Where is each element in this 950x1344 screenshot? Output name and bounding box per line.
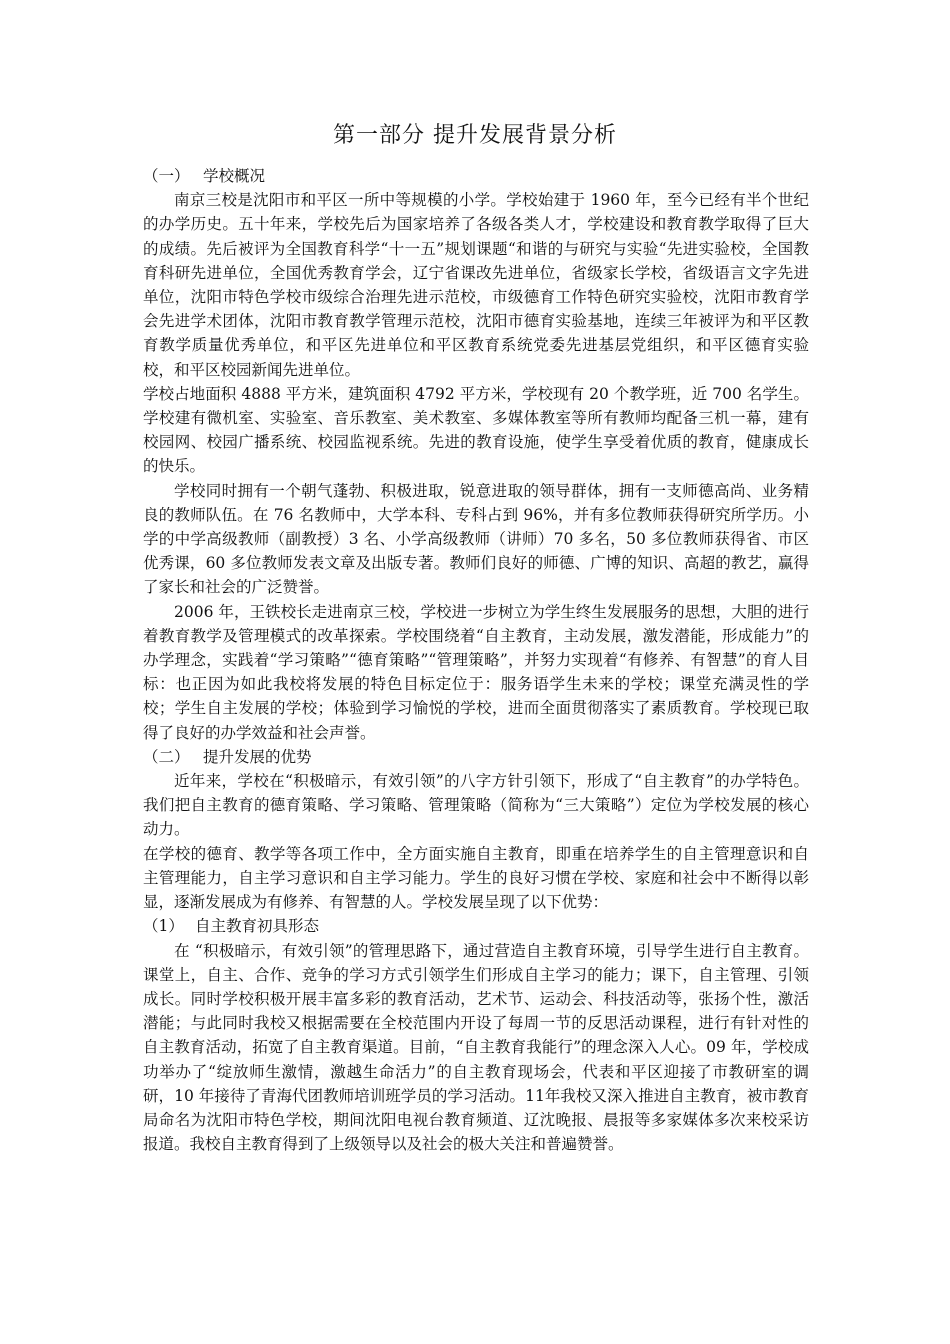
section-heading-1 [143, 164, 809, 188]
paragraph: 学校同时拥有一个朝气蓬勃、积极进取，锐意进取的领导群体，拥有一支师德高尚、业务精良的教师队伍。在 76 名教师中，大学本科、专科占到 96%，并有多位教师获得研究所学历。小学的中学高级教师（副教授）3 名、小学高级教师（讲师）70 多名，50 多位教师获得省、市区优秀课，60 多位教师发表文章及出版专著。教师们良好的师德、广博的知识、高超的教艺，赢得了家长和社会的广泛赞誉。 [143, 481, 809, 597]
section-number: （一） [143, 167, 190, 185]
subsection-number: （1） [143, 917, 184, 936]
paragraph: 2006 年，王铁校长走进南京三校，学校进一步树立为学生终生发展服务的思想，大胆的进行着教育教学及管理模式的改革探索。学校围绕着“自主教育，主动发展，激发潜能，形成能力”的办学理念，实践着“学习策略”“德育策略”“管理策略”，并努力实现着“有修养、有智慧”的育人目标：也正因为如此我校将发展的特色目标定位于：服务语学生未来的学校；课堂充满灵性的学校；学生自主发展的学校；体验到学习愉悦的学校，进而全面贯彻落实了素质教育。学校现已取得了良好的办学效益和社会声誉。 [143, 602, 809, 742]
paragraph: 学校占地面积 4888 平方米，建筑面积 4792 平方米，学校现有 20 个教学班，近 700 名学生。学校建有微机室、实验室、音乐教室、美术教室、多媒体教室等所有教师均配备三机一幕，建有校园网、校园广播系统、校园监视系统。先进的教育设施，使学生享受着优质的教育，健康成长的快乐。 [143, 384, 809, 476]
paragraph: 在 “积极暗示，有效引领”的管理思路下，通过营造自主教育环境，引导学生进行自主教育。课堂上，自主、合作、竞争的学习方式引领学生们形成自主学习的能力；课下，自主管理、引领成长。同时学校积极开展丰富多彩的教育活动，艺术节、运动会、科技活动等，张扬个性，激活潜能；与此同时我校又根据需要在全校范围内开设了每周一节的反思活动课程，进行有针对性的自主教育活动，拓宽了自主教育渠道。目前，“自主教育我能行”的理念深入人心。09 年，学校成功举办了“绽放师生激情，激越生命活力”的自主教育现场会，代表和平区迎接了市教研室的调研，10 年接待了青海代团教师培训班学员的学习活动。11年我校又深入推进自主教育，被市教育局命名为沈阳市特色学校，期间沈阳电视台教育频道、辽沈晚报、晨报等多家媒体多次来校采访报道。我校自主教育得到了上级领导以及社会的极大关注和普遍赞誉。 [143, 941, 809, 1154]
paragraph: 近年来，学校在“积极暗示，有效引领”的八字方针引领下，形成了“自主教育”的办学特色。我们把自主教育的德育策略、学习策略、管理策略（简称为“三大策略”）定位为学校发展的核心动力。 [143, 772, 809, 839]
section-title: 提升发展的优势 [203, 747, 312, 766]
paragraph: 南京三校是沈阳市和平区一所中等规模的小学。学校始建于 1960 年，至今已经有半个世纪的办学历史。五十年来，学校先后为国家培养了各级各类人才，学校建设和教育教学取得了巨大的成绩。先后被评为全国教育科学“十一五”规划课题“和谐的与研究与实验“先进实验校，全国教育科研先进单位，全国优秀教育学会，辽宁省课改先进单位，省级家长学校，省级语言文字先进单位，沈阳市特色学校市级综合治理先进示范校，市级德育工作特色研究实验校，沈阳市教育学会先进学术团体，沈阳市教育教学管理示范校，沈阳市德育实验基地，连续三年被评为和平区教育教学质量优秀单位，和平区先进单位和平区教育系统党委先进基层党组织，和平区德育实验校，和平区校园新闻先进单位。 [143, 191, 809, 379]
paragraph: 在学校的德育、教学等各项工作中，全方面实施自主教育，即重在培养学生的自主管理意识和自主管理能力，自主学习意识和自主学习能力。学生的良好习惯在学校、家庭和社会中不断得以彰显，逐渐发展成为有修养、有智慧的人。学校发展呈现了以下优势： [143, 844, 809, 912]
document-body [143, 164, 809, 1156]
subsection-title: 自主教育初具形态 [195, 917, 320, 936]
section-number: （二） [143, 747, 190, 766]
page-title: 第一部分 提升发展背景分析 [333, 123, 617, 148]
subsection-heading [143, 914, 809, 938]
section-heading-2 [143, 745, 809, 769]
section-title: 学校概况 [203, 167, 266, 185]
